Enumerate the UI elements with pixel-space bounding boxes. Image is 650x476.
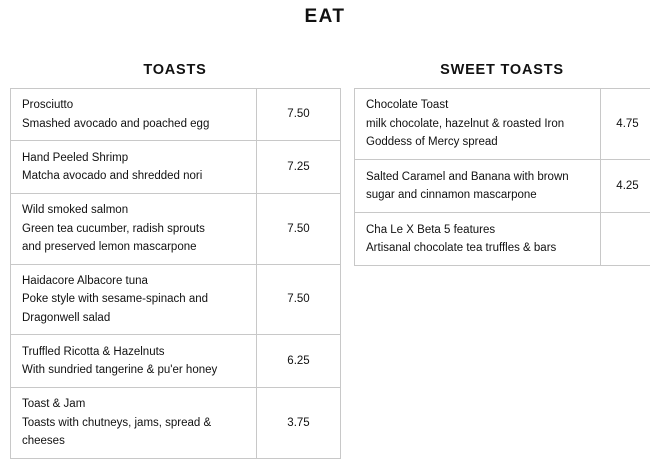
menu-item-price: 4.25: [601, 160, 650, 213]
menu-item-price: 7.50: [257, 194, 341, 265]
menu-item-price: 7.25: [257, 141, 341, 194]
sweet-toasts-menu-body: [355, 89, 650, 266]
menu-item-price: 7.50: [257, 265, 341, 335]
menu-item-detail: and preserved lemon mascarpone: [22, 241, 197, 254]
menu-item-row: [11, 141, 341, 194]
menu-item-description: [355, 213, 601, 266]
toasts-menu-table: [10, 88, 341, 459]
menu-item-price: 4.75: [601, 89, 650, 160]
menu-item-detail: With sundried tangerine & pu'er honey: [22, 364, 218, 376]
toasts-menu-body: [11, 89, 341, 459]
section-title-toasts: TOASTS: [143, 62, 207, 78]
menu-item-description: [11, 141, 257, 194]
menu-item-description: [355, 160, 601, 213]
menu-item-detail: Green tea cucumber, radish sprouts: [22, 222, 205, 235]
menu-item-detail: cheeses: [22, 435, 65, 448]
menu-item-name: Cha Le X Beta 5 features: [366, 223, 496, 236]
menu-item-detail: Toasts with chutneys, jams, spread &: [22, 416, 212, 429]
menu-item-row: [355, 160, 650, 213]
menu-item-price: 7.50: [257, 89, 341, 141]
menu-item-row: [11, 388, 341, 459]
menu-item-detail: Artisanal chocolate tea truffles & bars: [366, 242, 557, 254]
menu-item-row: [11, 89, 341, 141]
section-title-sweet-toasts: SWEET TOASTS: [440, 62, 564, 78]
menu-item-detail: milk chocolate, hazelnut & roasted Iron: [366, 117, 565, 130]
menu-item-row: [355, 213, 650, 266]
menu-item-name: Hand Peeled Shrimp: [22, 151, 129, 164]
menu-item-name: Truffled Ricotta & Hazelnuts: [22, 345, 165, 358]
menu-item-description: [11, 335, 257, 388]
menu-item-description: [11, 89, 257, 141]
menu-item-price: 3.75: [257, 388, 341, 459]
menu-item-row: [11, 194, 341, 265]
menu-item-description: [11, 388, 257, 459]
page-title: EAT: [304, 6, 346, 27]
menu-item-detail: Poke style with sesame-spinach and: [22, 293, 209, 306]
menu-item-row: [11, 335, 341, 388]
menu-item-description: [11, 265, 257, 335]
menu-item-detail: Smashed avocado and poached egg: [22, 117, 210, 130]
menu-item-detail: Goddess of Mercy spread: [366, 136, 498, 149]
menu-item-name: Toast & Jam: [22, 398, 86, 411]
menu-item-description: [11, 194, 257, 265]
menu-item-price: 6.25: [257, 335, 341, 388]
menu-item-name: Salted Caramel and Banana with brown: [366, 170, 569, 183]
menu-item-name: Haidacore Albacore tuna: [22, 274, 148, 287]
menu-item-price: [601, 213, 650, 266]
menu-item-name: Wild smoked salmon: [22, 204, 129, 217]
menu-item-detail: Dragonwell salad: [22, 311, 111, 324]
menu-item-description: [355, 89, 601, 160]
menu-item-row: [11, 265, 341, 335]
menu-item-detail: Matcha avocado and shredded nori: [22, 170, 203, 182]
menu-item-detail: sugar and cinnamon mascarpone: [366, 189, 537, 201]
menu-item-name: Chocolate Toast: [366, 99, 449, 112]
sweet-toasts-menu-table: [354, 88, 650, 266]
menu-item-row: [355, 89, 650, 160]
menu-item-name: Prosciutto: [22, 99, 74, 111]
